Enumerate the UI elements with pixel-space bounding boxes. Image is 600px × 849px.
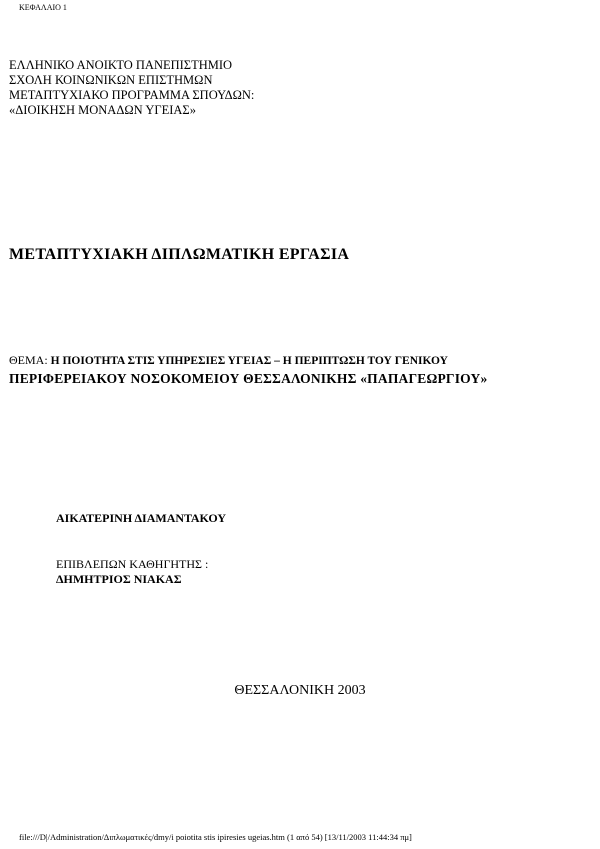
- subject-line-2: ΠΕΡΙΦΕΡΕΙΑΚΟΥ ΝΟΣΟΚΟΜΕΙΟΥ ΘΕΣΣΑΛΟΝΙΚΗΣ «ΠΑΠΑΓΕΩΡΓΙΟΥ»: [9, 371, 488, 386]
- institution-line-university: ΕΛΛΗΝΙΚΟ ΑΝΟΙΚΤΟ ΠΑΝΕΠΙΣΤΗΜΙΟ: [9, 58, 233, 72]
- subject-label: ΘΕΜΑ:: [9, 353, 48, 367]
- subject-line-1: Η ΠΟΙΟΤΗΤΑ ΣΤΙΣ ΥΠΗΡΕΣΙΕΣ ΥΓΕΙΑΣ – Η ΠΕΡΙΠΤΩΣΗ ΤΟΥ ΓΕΝΙΚΟΥ: [50, 355, 448, 367]
- place-and-year: ΘΕΣΣΑΛΟΝΙΚΗ 2003: [234, 683, 366, 698]
- institution-line-specialization: «ΔΙΟΙΚΗΣΗ ΜΟΝΑΔΩΝ ΥΓΕΙΑΣ»: [9, 103, 196, 117]
- institution-line-program: ΜΕΤΑΠΤΥΧΙΑΚΟ ΠΡΟΓΡΑΜΜΑ ΣΠΟΥΔΩΝ:: [9, 88, 255, 102]
- supervisor-label: ΕΠΙΒΛΕΠΩΝ ΚΑΘΗΓΗΤΗΣ :: [56, 557, 209, 571]
- subject-block: [9, 351, 487, 388]
- chapter-header: ΚΕΦΑΛΑΙΟ 1: [19, 3, 67, 12]
- institution-line-school: ΣΧΟΛΗ ΚΟΙΝΩΝΙΚΩΝ ΕΠΙΣΤΗΜΩΝ: [9, 73, 213, 87]
- author-name: ΑΙΚΑΤΕΡΙΝΗ ΔΙΑΜΑΝΤΑΚΟΥ: [56, 511, 227, 525]
- document-title: ΜΕΤΑΠΤΥΧΙΑΚΗ ΔΙΠΛΩΜΑΤΙΚΗ ΕΡΓΑΣΙΑ: [9, 246, 350, 263]
- institution-block: [9, 58, 254, 118]
- supervisor-name: ΔΗΜΗΤΡΙΟΣ ΝΙΑΚΑΣ: [56, 572, 182, 586]
- file-path-footer: file:///D|/Administration/Διπλωματικές/dmy/i poiotita stis ipiresies ugeias.htm (1 από 54) [13/11/2003 11:44:34 πμ]: [19, 832, 412, 842]
